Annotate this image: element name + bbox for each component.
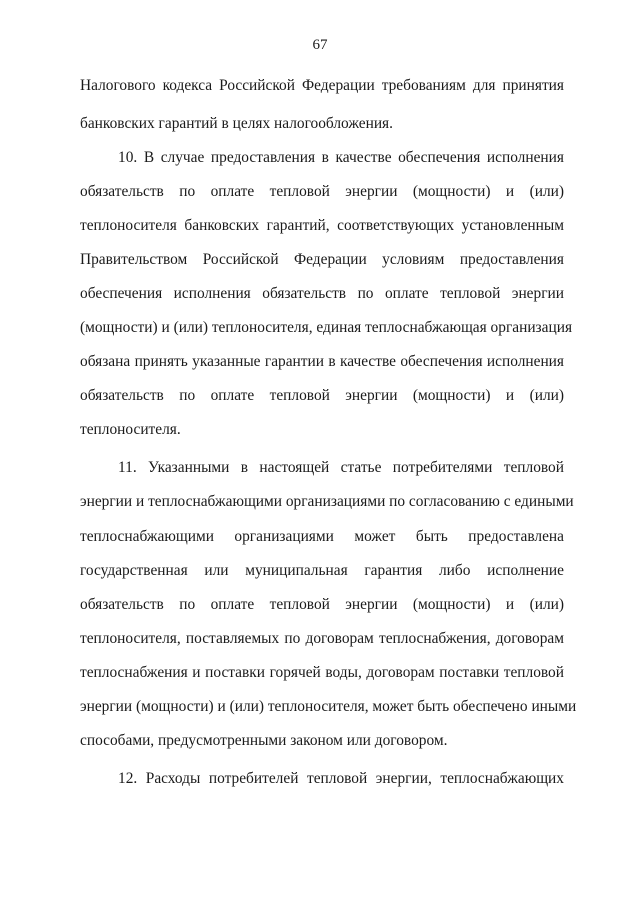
- page-number: 67: [312, 37, 328, 53]
- paragraph-first-line: 10. В случае предоставления в качестве обеспечения исполнения: [118, 149, 564, 166]
- text-line: обязательств по оплате тепловой энергии (мощности) и (или): [80, 183, 564, 200]
- text-line: теплоносителя банковских гарантий, соответствующих установленным: [80, 217, 564, 234]
- paragraph-first-line: 11. Указанными в настоящей статье потребителями тепловой: [118, 459, 564, 476]
- text-line: теплоносителя, поставляемых по договорам теплоснабжения, договорам: [80, 630, 564, 647]
- text-line: Налогового кодекса Российской Федерации требованиям для принятия: [80, 77, 564, 94]
- text-line: теплоснабжающими организациями может быть предоставлена: [80, 528, 564, 545]
- text-line: государственная или муниципальная гарантия либо исполнение: [80, 562, 564, 579]
- text-line: обязательств по оплате тепловой энергии (мощности) и (или): [80, 596, 564, 613]
- text-line: энергии и теплоснабжающими организациями по согласованию с едиными: [80, 493, 574, 510]
- text-line: банковских гарантий в целях налогообложения.: [80, 115, 393, 132]
- text-line: энергии (мощности) и (или) теплоносителя, может быть обеспечено иными: [80, 698, 577, 715]
- text-line: (мощности) и (или) теплоносителя, единая теплоснабжающая организация: [80, 319, 573, 336]
- text-line: обеспечения исполнения обязательств по оплате тепловой энергии: [80, 285, 564, 302]
- text-line: обязательств по оплате тепловой энергии (мощности) и (или): [80, 387, 564, 404]
- text-line: обязана принять указанные гарантии в качестве обеспечения исполнения: [80, 353, 564, 370]
- text-line: теплоносителя.: [80, 421, 181, 438]
- text-line: способами, предусмотренными законом или договором.: [80, 732, 448, 749]
- paragraph-first-line: 12. Расходы потребителей тепловой энергии, теплоснабжающих: [118, 770, 564, 787]
- text-line: теплоснабжения и поставки горячей воды, договорам поставки тепловой: [80, 664, 564, 681]
- text-line: Правительством Российской Федерации условиям предоставления: [80, 251, 564, 268]
